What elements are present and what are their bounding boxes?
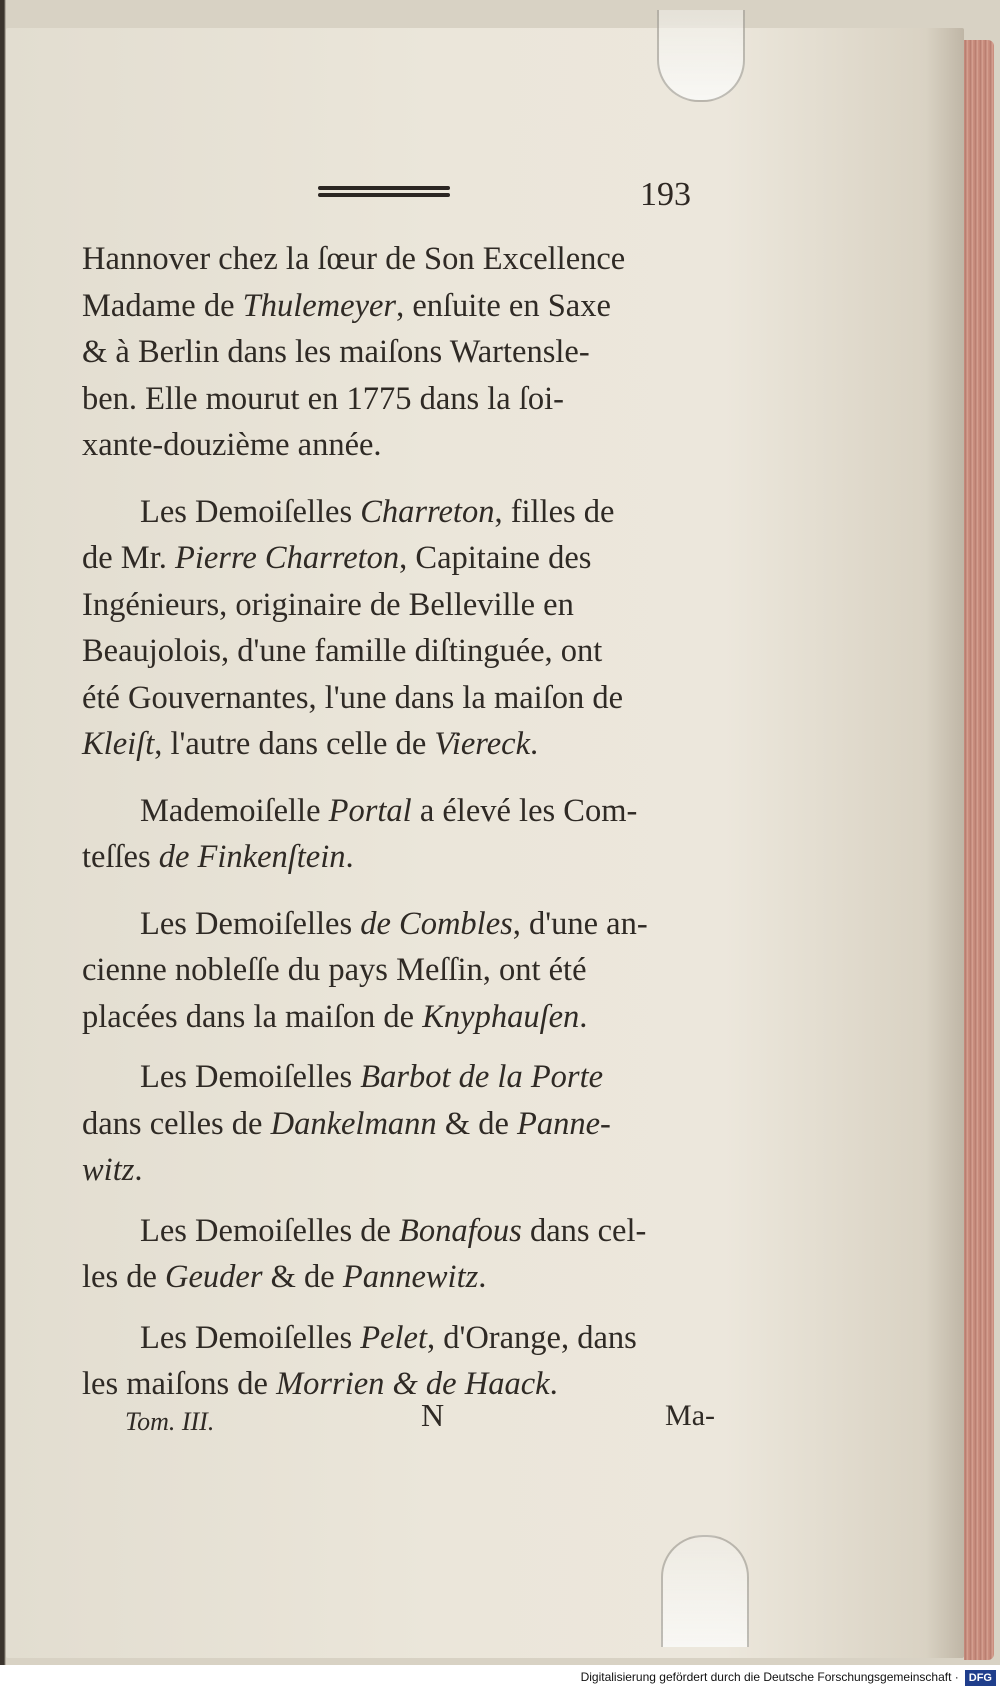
text-run: les de [82, 1259, 166, 1295]
text-run: les maiſons de [82, 1366, 277, 1402]
text-run: . [549, 1366, 558, 1402]
italic-text: Barbot de la Porte [360, 1059, 604, 1095]
italic-text: Pelet [360, 1319, 427, 1356]
text-line [82, 834, 700, 881]
text-line [82, 236, 700, 283]
text-run: Beaujolois, d'une famille diſtinguée, ont [82, 633, 603, 669]
text-line [82, 1054, 700, 1101]
text-line [82, 675, 700, 722]
dfg-logo: DFG [965, 1670, 996, 1686]
text-run: Hannover chez la ſœur de Son Excellence [82, 241, 626, 277]
text-line [82, 489, 700, 536]
text-line [82, 994, 700, 1041]
text-run: a élevé les Com- [411, 792, 638, 829]
text-line [82, 628, 700, 675]
text-line [82, 1315, 700, 1362]
text-line [82, 329, 700, 376]
text-line [82, 721, 700, 768]
text-line [82, 582, 700, 629]
page-clip-bottom [661, 1535, 749, 1647]
italic-text: Panne- [517, 1105, 611, 1142]
text-run: Madame de [82, 287, 243, 324]
paragraph [82, 1054, 700, 1194]
page-clip-top [657, 10, 745, 102]
text-run: dans celles de [82, 1105, 271, 1142]
text-run: Les Demoiſelles [140, 1059, 361, 1095]
paragraph [82, 1315, 700, 1408]
text-run: cienne nobleſſe du pays Meſſin, ont été [82, 952, 587, 988]
italic-text: Portal [328, 792, 412, 829]
text-run: ben. Elle mourut en 1775 dans la ſoi- [82, 380, 564, 417]
text-line [82, 1147, 700, 1194]
italic-text: Dankelmann [270, 1105, 437, 1142]
italic-text: Thulemeyer [242, 287, 397, 324]
text-run: , Capitaine des [399, 540, 592, 576]
text-run: . [478, 1259, 487, 1295]
text-line [82, 947, 700, 994]
text-line [82, 1208, 700, 1255]
italic-text: Geuder [165, 1259, 263, 1295]
page-body-text [82, 236, 700, 1408]
digitization-credit [0, 1665, 1000, 1689]
text-run: , d'Orange, dans [426, 1319, 637, 1356]
catchword: Ma- [665, 1399, 715, 1432]
text-run: placées dans la maiſon de [82, 998, 423, 1035]
text-run: , enſuite en Saxe [396, 287, 611, 324]
text-run: Les Demoiſelles [140, 493, 361, 530]
text-run: . [579, 998, 588, 1035]
italic-text: Bonafous [399, 1212, 522, 1249]
italic-text: Viereck [434, 726, 531, 762]
text-run: dans cel- [521, 1212, 647, 1249]
text-line [82, 1101, 700, 1148]
text-run: Ingénieurs, originaire de Belleville en [82, 586, 574, 623]
text-run: , d'une an- [512, 905, 648, 942]
paragraph [82, 788, 700, 881]
text-run: & de [436, 1105, 518, 1142]
paragraph [82, 901, 700, 1041]
header-ornament-rule [318, 186, 450, 200]
italic-text: Charreton [360, 493, 495, 530]
text-line [82, 1254, 700, 1301]
italic-text: witz [82, 1152, 135, 1188]
italic-text: Pannewitz [342, 1259, 479, 1295]
italic-text: Pierre Charreton [174, 540, 400, 576]
italic-text: de Finkenſtein [158, 839, 346, 875]
paragraph [82, 489, 700, 768]
text-run: , filles de [494, 493, 615, 530]
text-run: , l'autre dans celle de [154, 726, 435, 762]
page-number: 193 [640, 176, 691, 213]
text-run: xante-douzième année. [82, 427, 382, 463]
text-run: Les Demoiſelles [140, 905, 361, 942]
paragraph [82, 1208, 700, 1301]
text-run: . [134, 1152, 143, 1188]
italic-text: Kleiſt [82, 726, 155, 762]
text-run: . [345, 839, 354, 875]
text-line [82, 283, 700, 330]
text-run: Les Demoiſelles [140, 1319, 361, 1356]
text-line [82, 788, 700, 835]
signature-mark: N [421, 1397, 445, 1433]
page-edges [964, 40, 994, 1660]
italic-text: Knyphauſen [422, 998, 580, 1035]
text-run: Mademoiſelle [140, 792, 329, 829]
italic-text: Morrien & de Haack [276, 1366, 550, 1402]
text-line [82, 535, 700, 582]
credit-text: Digitalisierung gefördert durch die Deutsche Forschungsgemeinschaft · [580, 1670, 959, 1684]
text-run: Les Demoiſelles de [140, 1212, 400, 1249]
text-run: & de [262, 1259, 343, 1295]
text-run: . [530, 726, 539, 762]
text-line [82, 422, 700, 469]
text-run: de Mr. [82, 540, 175, 576]
text-run: été Gouvernantes, l'une dans la maiſon de [82, 679, 624, 716]
text-run: & à Berlin dans les maiſons Wartensle- [82, 334, 590, 370]
text-line [82, 376, 700, 423]
italic-text: de Combles [360, 905, 513, 942]
text-run: teſſes [82, 839, 159, 875]
volume-label: Tom. III. [125, 1407, 215, 1436]
opening-paragraph [82, 236, 700, 469]
page-footer [125, 1397, 715, 1437]
text-line [82, 901, 700, 948]
